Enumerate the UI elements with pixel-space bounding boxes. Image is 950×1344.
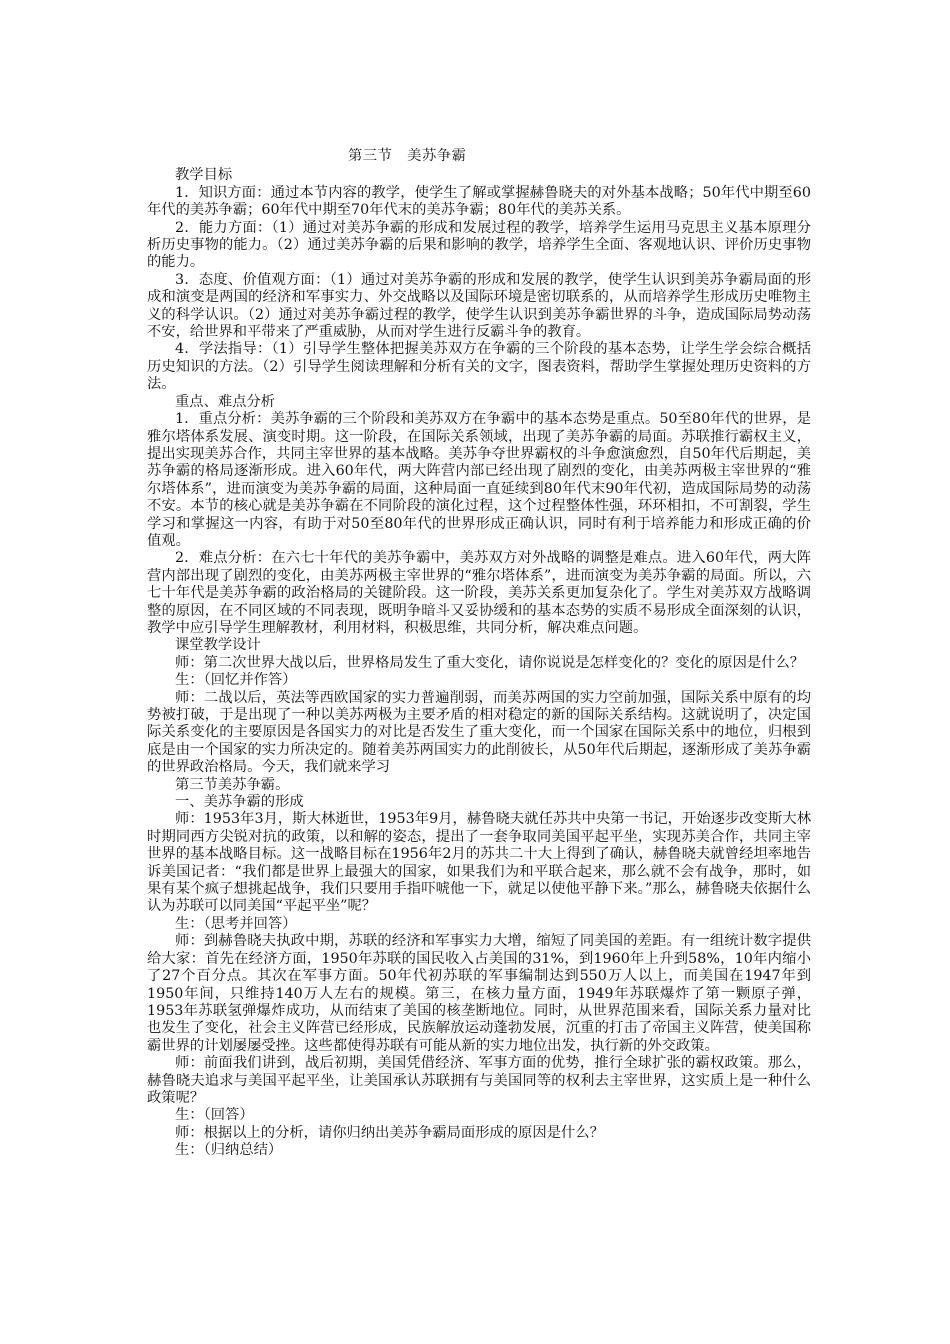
paragraph: 1．知识方面：通过本节内容的教学，使学生了解或掌握赫鲁晓夫的对外基本战略；50年代中期至60年代的美苏争霸；60年代中期至70年代末的美苏争霸；80年代的美苏关系。 (147, 184, 811, 219)
paragraph: 3．态度、价值观方面：（1）通过对美苏争霸的形成和发展的教学，使学生认识到美苏争霸局面的形成和演变是两国的经济和军事实力、外交战略以及国际环境是密切联系的，从而培养学生形成历史唯物主义的科学认识。（2）通过对美苏争霸过程的教学，使学生认识到美苏争霸世界的斗争，造成国际局势动荡不安，给世界和平带来了严重威胁，从而对学生进行反霸斗争的教育。 (147, 271, 811, 341)
paragraph: 师：到赫鲁晓夫执政中期，苏联的经济和军事实力大增，缩短了同美国的差距。有一组统计数字提供给大家：首先在经济方面，1950年苏联的国民收入占美国的31%，到1960年上升到58%，10年内缩小了27个百分点。其次在军事方面。50年代初苏联的军事编制达到550万人以上，而美国在1947年到1950年间，只维持140万人左右的规模。第三，在核力量方面，1949年苏联爆炸了第一颗原子弹，1953年苏联氢弹爆炸成功，从而结束了美国的核垄断地位。同时，从世界范围来看，国际关系力量对比也发生了变化，社会主义阵营已经形成，民族解放运动蓬勃发展，沉重的打击了帝国主义阵营，使美国称霸世界的计划屡屡受挫。这些都使得苏联有可能从新的实力地位出发，执行新的外交政策。 (147, 933, 811, 1054)
document-body (147, 167, 811, 1159)
paragraph: 师：1953年3月，斯大林逝世，1953年9月，赫鲁晓夫就任苏共中央第一书记，开始逐步改变斯大林时期同西方尖锐对抗的政策，以和解的姿态，提出了一套争取同美国平起平坐，实现苏美合作，共同主宰世界的基本战略目标。这一战略目标在1956年2月的苏共二十大上得到了确认，赫鲁晓夫就曾经坦率地告诉美国记者：“我们都是世界上最强大的国家，如果我们为和平联合起来，那么就不会有战争，那时，如果有某个疯子想挑起战争，我们只要用手指吓唬他一下，就足以使他平静下来。”那么，赫鲁晓夫依据什么认为苏联可以同美国“平起平坐”呢？ (147, 811, 811, 915)
paragraph: 师：第二次世界大战以后，世界格局发生了重大变化，请你说说是怎样变化的？变化的原因是什么？ (175, 654, 805, 671)
document-page (147, 148, 811, 1160)
paragraph: 1．重点分析：美苏争霸的三个阶段和美苏双方在争霸中的基本态势是重点。50至80年代的世界，是雅尔塔体系发展、演变时期。这一阶段，在国际关系领域，出现了美苏争霸的局面。苏联推行霸权主义，提出实现美苏合作，共同主宰世界的基本战略。美苏争夺世界霸权的斗争愈演愈烈，自50年代后期起，美苏争霸的格局逐渐形成。进入60年代，两大阵营内部已经出现了剧烈的变化，由美苏两极主宰世界的“雅尔塔体系”，进而演变为美苏争霸的局面，这种局面一直延续到80年代末90年代初，造成国际局势的动荡不安。本节的核心就是美苏争霸在不同阶段的演化过程，这个过程整体性强，环环相扣，不可割裂，学生学习和掌握这一内容，有助于对50至80年代的世界形成正确认识，同时有利于培养能力和形成正确的价值观。 (147, 411, 811, 549)
paragraph: 师：二战以后，英法等西欧国家的实力普遍削弱，而美苏两国的实力空前加强，国际关系中原有的均势被打破，于是出现了一种以美苏两极为主要矛盾的相对稳定的新的国际关系结构。这就说明了，决定国际关系变化的主要原因是各国实力的对比是否发生了重大变化，而一个国家在国际关系中的地位，归根到底是由一个国家的实力所决定的。随着美苏两国实力的此削彼长，从50年代后期起，逐渐形成了美苏争霸的世界政治格局。今天，我们就来学习 (147, 689, 811, 776)
paragraph: 生：（回答） (175, 1107, 254, 1124)
paragraph: 2．能力方面：（1）通过对美苏争霸的形成和发展过程的教学，培养学生运用马克思主义基本原理分析历史事物的能力。（2）通过美苏争霸的后果和影响的教学，培养学生全面、客观地认识、评价历史事物的能力。 (147, 219, 811, 271)
paragraph: 2．难点分析：在六七十年代的美苏争霸中，美苏双方对外战略的调整是难点。进入60年代，两大阵营内部出现了剧烈的变化，由美苏两极主宰世界的“雅尔塔体系”，进而演变为美苏争霸的局面。所以，六七十年代是美苏争霸的政治格局的关键阶段。这一阶段，美苏关系更加复杂化了。学生对美苏双方战略调整的原因，在不同区域的不同表现，既明争暗斗又妥协缓和的基本态势的实质不易形成全面深刻的认识，教学中应引导学生理解教材，利用材料，积极思维，共同分析，解决难点问题。 (147, 550, 811, 636)
paragraph: 生：（思考并回答） (175, 915, 297, 932)
section-heading: 课堂教学设计 (175, 637, 261, 654)
section-heading: 教学目标 (175, 167, 233, 184)
paragraph: 师：前面我们讲到，战后初期，美国凭借经济、军事方面的优势，推行全球扩张的霸权政策。那么，赫鲁晓夫追求与美国平起平坐，让美国承认苏联拥有与美国同等的权利去主宰世界，这实质上是一种什么政策呢？ (147, 1055, 811, 1106)
paragraph: 生：（回忆并作答） (175, 672, 297, 689)
paragraph: 师：根据以上的分析，请你归纳出美苏争霸局面形成的原因是什么？ (175, 1124, 604, 1141)
paragraph: 一、美苏争霸的形成 (175, 794, 304, 811)
paragraph: 生：（归纳总结） (175, 1142, 283, 1159)
section-title: 第三节 美苏争霸 (348, 148, 467, 164)
section-heading: 重点、难点分析 (175, 393, 276, 410)
paragraph: 第三节美苏争霸。 (175, 776, 290, 793)
paragraph: 4．学法指导：（1）引导学生整体把握美苏双方在争霸的三个阶段的基本态势，让学生学会综合概括历史知识的方法。（2）引导学生阅读理解和分析有关的文字，图表资料，帮助学生掌握处理历史资料的方法。 (147, 341, 811, 393)
